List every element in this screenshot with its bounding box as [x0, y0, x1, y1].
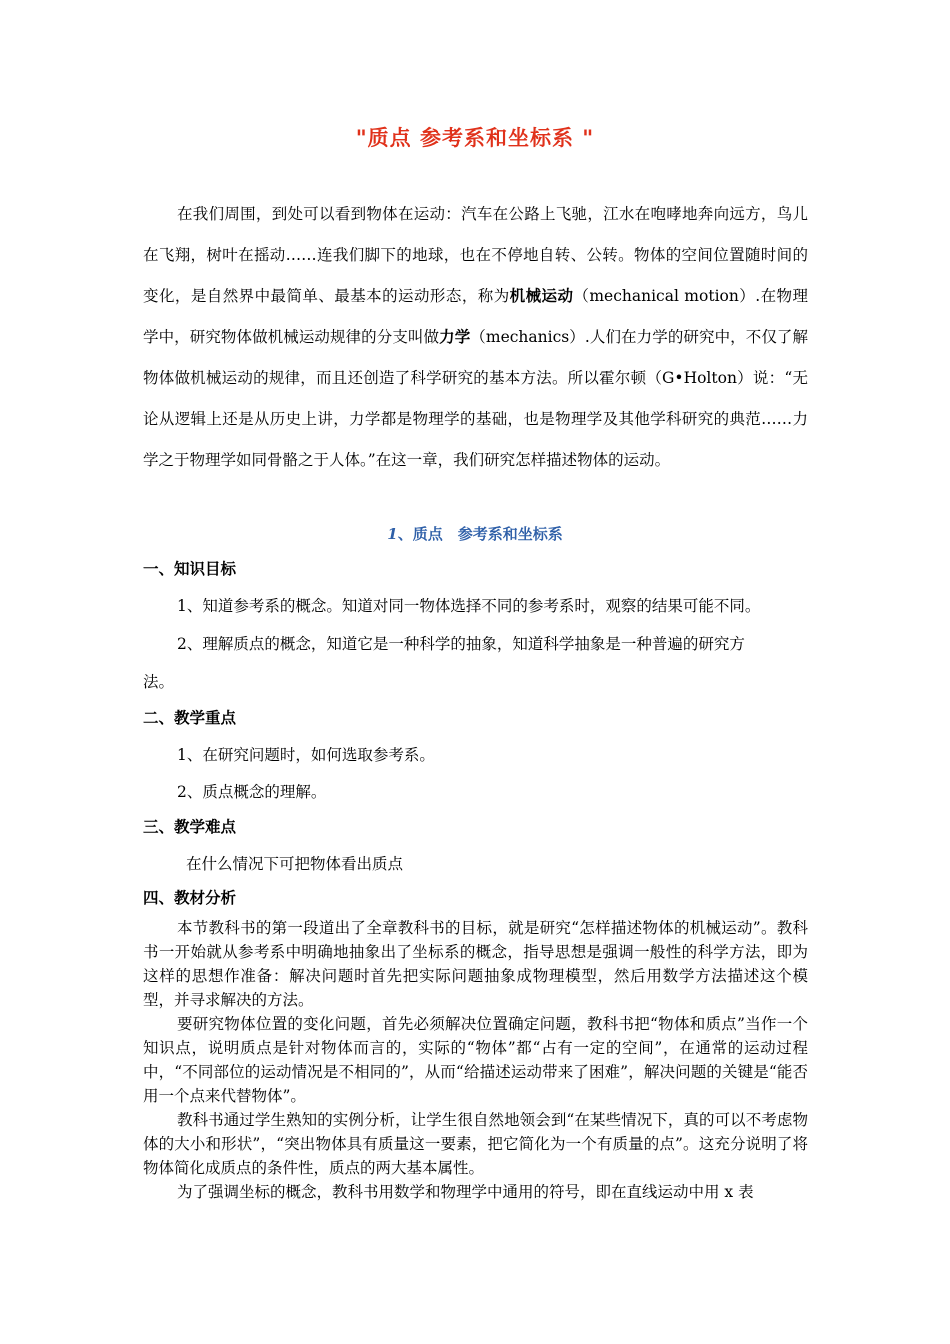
section-title-text: 、质点 参考系和坐标系: [397, 525, 563, 543]
key-item-1: 1、在研究问题时，如何选取参考系。: [177, 746, 435, 764]
analysis-paragraph-2: 要研究物体位置的变化问题，首先必须解决位置确定问题，教科书把“物体和质点”当作一个知识点，说明质点是针对物体而言的，实际的“物体”都“占有一定的空间”，在通常的运动过程中，“不同部位的运动情况是不相同的”，从而“给描述运动带来了困难”，解决问题的关键是“能否用一个点来代替物体”。: [143, 1015, 808, 1105]
heading-knowledge-goals: 一、知识目标: [143, 560, 237, 578]
section-title: [0, 523, 950, 544]
difficulty-item-1: 在什么情况下可把物体看出质点: [186, 855, 404, 873]
heading-difficulties: 三、教学难点: [143, 818, 237, 836]
goal-item-2: 2、理解质点的概念，知道它是一种科学的抽象，知道科学抽象是一种普遍的研究方: [177, 635, 745, 653]
analysis-paragraph-1: 本节教科书的第一段道出了全章教科书的目标，就是研究“怎样描述物体的机械运动”。教科书一开始就从参考系中明确地抽象出了坐标系的概念，指导思想是强调一般性的科学方法，即为这样的思想作准备：解决问题时首先把实际问题抽象成物理模型，然后用数学方法描述这个模型，并寻求解决的方法。: [143, 919, 808, 1009]
intro-paragraph: [143, 194, 808, 481]
section-number: 1: [387, 525, 398, 543]
analysis-paragraph-4: 为了强调坐标的概念，教科书用数学和物理学中通用的符号，即在直线运动中用 x 表: [177, 1183, 754, 1201]
analysis-paragraph-3: 教科书通过学生熟知的实例分析，让学生很自然地领会到“在某些情况下，真的可以不考虑物体的大小和形状”，“突出物体具有质量这一要素，把它简化为一个有质量的点”。这充分说明了将物体简化成质点的条件性，质点的两大基本属性。: [143, 1111, 808, 1177]
intro-text-1: 在我们周围，到处可以看到物体在运动：汽车在公路上飞驰，江水在咆哮地奔向远方，鸟儿在飞翔，树叶在摇动……连我们脚下的地球，也在不停地自转、公转。物体的空间位置随时间的变化，是自然界中最简单、最基本的运动形态，称为: [143, 205, 808, 305]
intro-text-2: （mechanical motion）.在物理学中，研究物体做机械运动规律的分支叫做: [143, 287, 808, 346]
intro-text-3: （mechanics）.人们在力学的研究中，不仅了解物体做机械运动的规律，而且还创造了科学研究的基本方法。所以霍尔顿（G•Holton）说：“无论从逻辑上还是从历史上讲，力学都是物理学的基础，也是物理学及其他学科研究的典范……力学之于物理学如同骨骼之于人体。”在这一章，我们研究怎样描述物体的运动。: [143, 328, 808, 469]
heading-key-points: 二、教学重点: [143, 709, 237, 727]
term-mechanical-motion: 机械运动: [509, 287, 574, 305]
goal-item-2-cont: 法。: [143, 673, 175, 691]
term-mechanics: 力学: [439, 328, 471, 346]
analysis-block: [143, 916, 808, 1204]
goal-item-1: 1、知道参考系的概念。知道对同一物体选择不同的参考系时，观察的结果可能不同。: [177, 597, 761, 615]
document-title: "质点 参考系和坐标系 ": [355, 126, 595, 150]
heading-material-analysis: 四、教材分析: [143, 889, 237, 907]
key-item-2: 2、质点概念的理解。: [177, 783, 327, 801]
